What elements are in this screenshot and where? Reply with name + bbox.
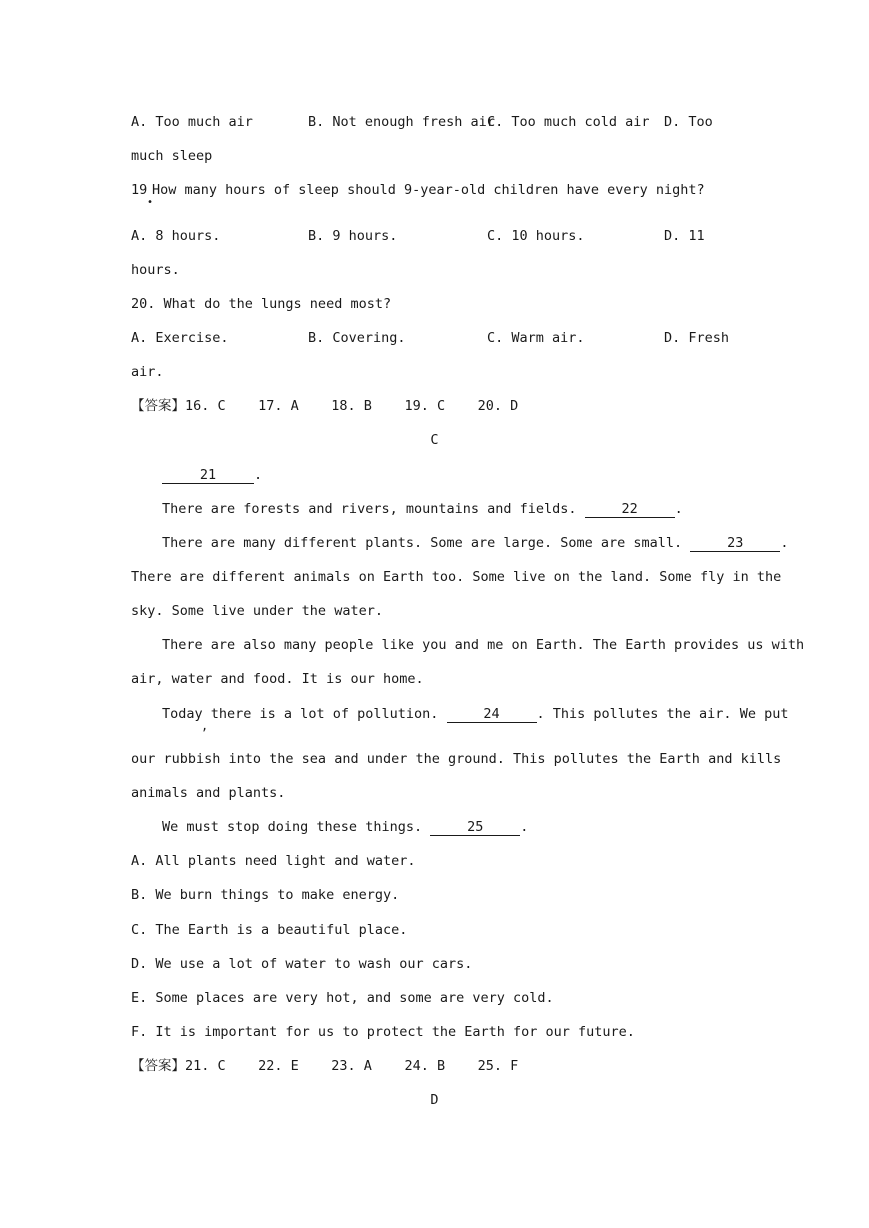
option-e: E. Some places are very hot, and some are very cold. xyxy=(131,990,554,1006)
q20-option-d: D. Fresh xyxy=(664,330,730,346)
q20-option-c: C. Warm air. xyxy=(487,330,585,346)
period: . xyxy=(674,501,683,517)
passage-text: There are many different plants. Some are large. Some are small. xyxy=(162,535,683,551)
q18-option-d: D. Too xyxy=(664,114,713,130)
blank-23: 23 xyxy=(690,535,780,552)
blank-24: 24 xyxy=(447,706,537,723)
q19-option-d: D. 11 xyxy=(664,228,705,244)
comma-mark: , xyxy=(201,719,209,733)
q19-dot-mark: • xyxy=(147,197,154,208)
passage-line-11 xyxy=(162,818,528,836)
passage-line-9: our rubbish into the sea and under the ground. This pollutes the Earth and kills xyxy=(131,751,782,767)
q19-question: How many hours of sleep should 9-year-old children have every night? xyxy=(152,182,705,198)
q20-question: 20. What do the lungs need most? xyxy=(131,296,392,312)
answer-key-2 xyxy=(131,1057,518,1075)
passage-line-2 xyxy=(162,500,683,518)
blank-25: 25 xyxy=(430,819,520,836)
option-b: B. We burn things to make energy. xyxy=(131,887,400,903)
answer-values: 16. C 17. A 18. B 19. C 20. D xyxy=(185,398,519,414)
q19-option-a: A. 8 hours. xyxy=(131,228,221,244)
passage-text: . This pollutes the air. We put xyxy=(536,706,789,722)
answer-key-1 xyxy=(131,397,518,415)
q20-option-d-continued: air. xyxy=(131,364,164,380)
passage-text: We must stop doing these things. xyxy=(162,819,423,835)
passage-line-7: air, water and food. It is our home. xyxy=(131,671,424,687)
q18-option-d-continued: much sleep xyxy=(131,148,213,164)
q20-option-a: A. Exercise. xyxy=(131,330,229,346)
blank-21: 21 xyxy=(162,467,254,484)
option-a: A. All plants need light and water. xyxy=(131,853,416,869)
q18-option-c: C. Too much cold air xyxy=(487,114,650,130)
passage-line-5: sky. Some live under the water. xyxy=(131,603,383,619)
section-c-heading: C xyxy=(430,432,439,448)
q19-number: 19 xyxy=(131,182,148,198)
passage-text: Today xyxy=(162,706,203,722)
passage-line-6: There are also many people like you and me on Earth. The Earth provides us with xyxy=(162,637,805,653)
passage-line-1 xyxy=(162,466,262,484)
passage-line-8 xyxy=(162,705,788,723)
answer-label: 【答案】 xyxy=(131,1058,185,1074)
q20-option-b: B. Covering. xyxy=(308,330,406,346)
q18-option-b: B. Not enough fresh air xyxy=(308,114,495,130)
passage-line-3 xyxy=(162,534,788,552)
blank-22: 22 xyxy=(585,501,675,518)
q19-option-c: C. 10 hours. xyxy=(487,228,585,244)
passage-text: There are forests and rivers, mountains and fields. xyxy=(162,501,577,517)
option-d: D. We use a lot of water to wash our cars. xyxy=(131,956,473,972)
option-f: F. It is important for us to protect the Earth for our future. xyxy=(131,1024,635,1040)
answer-values: 21. C 22. E 23. A 24. B 25. F xyxy=(185,1058,519,1074)
period: . xyxy=(254,467,263,483)
period: . xyxy=(520,819,529,835)
option-c: C. The Earth is a beautiful place. xyxy=(131,922,408,938)
q19-option-b: B. 9 hours. xyxy=(308,228,398,244)
answer-label: 【答案】 xyxy=(131,398,185,414)
passage-text: there is a lot of pollution. xyxy=(210,706,439,722)
period: . xyxy=(780,535,789,551)
section-d-heading: D xyxy=(430,1092,439,1108)
passage-line-10: animals and plants. xyxy=(131,785,286,801)
passage-line-4: There are different animals on Earth too. Some live on the land. Some fly in the xyxy=(131,569,782,585)
q18-option-a: A. Too much air xyxy=(131,114,253,130)
q19-option-d-continued: hours. xyxy=(131,262,180,278)
